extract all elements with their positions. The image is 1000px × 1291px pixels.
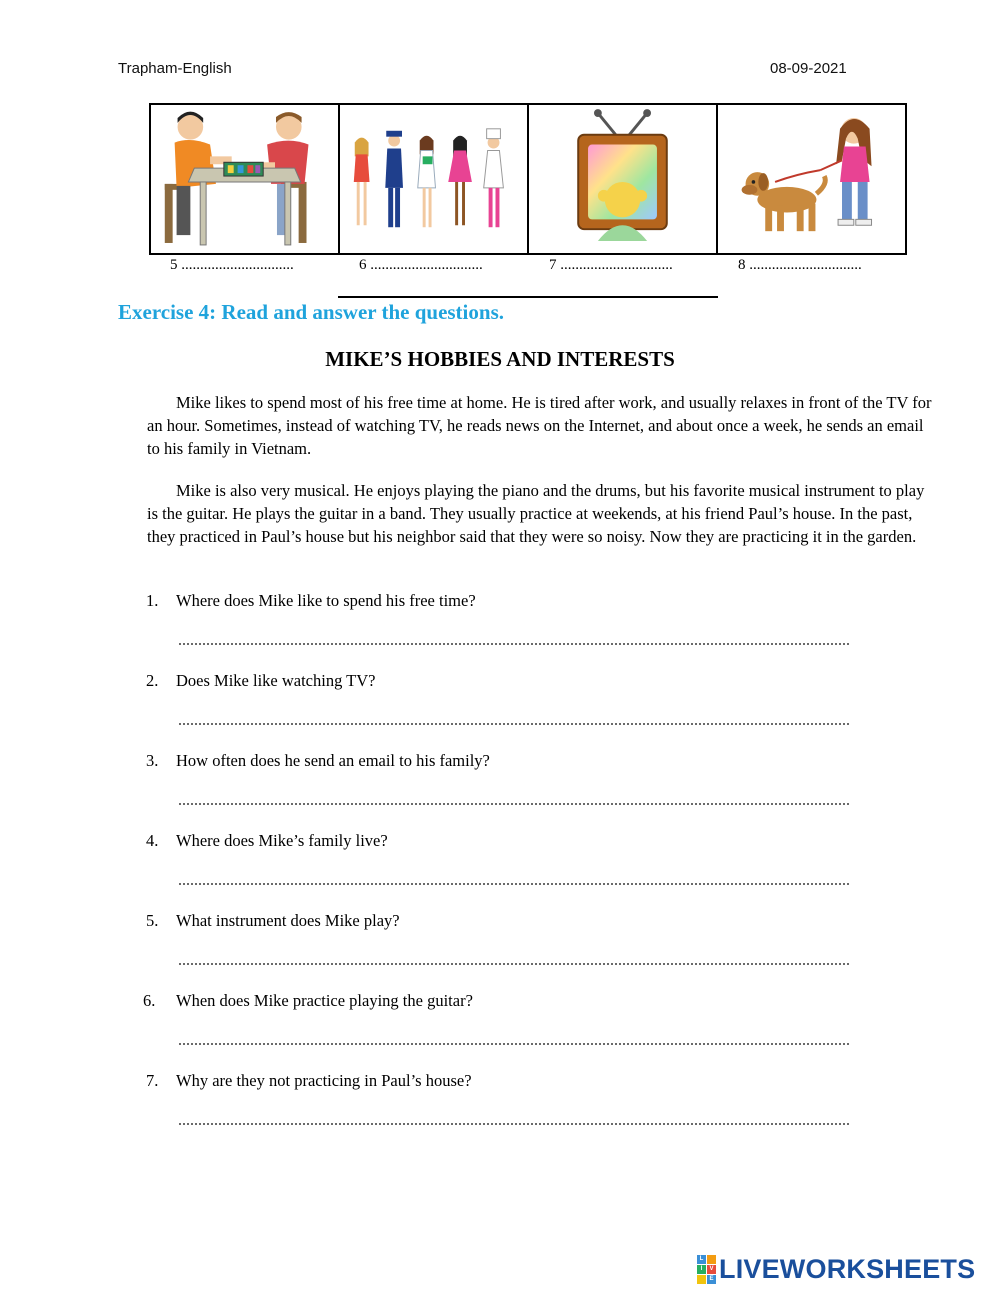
logo-blocks-icon: L I V E [697,1255,716,1284]
picture-board-game [151,105,340,253]
question-number-1: 1. [146,591,159,610]
answer-line-7[interactable] [178,1123,850,1125]
liveworksheets-logo [697,1254,975,1285]
picture-label-5: 5 .............................. [170,257,294,273]
board-game-icon [151,105,338,253]
dolls-icon [340,105,527,253]
question-number-5: 5. [146,911,159,930]
question-text-4: Where does Mike’s family live? [176,831,388,850]
answer-line-2[interactable] [178,723,850,725]
picture-label-8: 8 .............................. [738,257,862,273]
question-text-1: Where does Mike like to spend his free time? [176,591,476,610]
walking-dog-icon [718,105,905,253]
header-date: 08-09-2021 [770,60,847,77]
question-text-7: Why are they not practicing in Paul’s house? [176,1071,472,1090]
logo-text: LIVEWORKSHEETS [719,1254,976,1284]
question-text-6: When does Mike practice playing the guitar? [176,991,473,1010]
answer-line-1[interactable] [178,643,850,645]
question-number-6: 6. [143,991,156,1010]
divider-line [338,296,718,298]
watching-tv-icon [529,105,716,253]
question-number-4: 4. [146,831,159,850]
picture-label-6: 6 .............................. [359,257,483,273]
header-left-text: Trapham-English [118,60,232,77]
answer-line-3[interactable] [178,803,850,805]
answer-line-6[interactable] [178,1043,850,1045]
picture-table [149,103,907,255]
question-number-2: 2. [146,671,159,690]
question-text-2: Does Mike like watching TV? [176,671,376,690]
answer-line-5[interactable] [178,963,850,965]
story-paragraph-2: Mike is also very musical. He enjoys playing the piano and the drums, but his favorite musical instrument to play is the guitar. He plays the guitar in a band. They usually practice at weekends, at his friend Paul’s house. In the past, they practiced in Paul’s house but his neighbor said that they were so noisy. Now they are practicing it in the garden. [147,481,925,546]
picture-watching-tv [529,105,718,253]
picture-walking-dog [718,105,905,253]
question-number-3: 3. [146,751,159,770]
story-paragraph-1: Mike likes to spend most of his free time at home. He is tired after work, and usually relaxes in front of the TV for an hour. Sometimes, instead of watching TV, he reads news on the Internet, and about once a week, he sends an email to his family in Vietnam. [147,393,932,458]
picture-label-7: 7 .............................. [549,257,673,273]
exercise-title: Exercise 4: Read and answer the questions. [118,300,504,324]
answer-line-4[interactable] [178,883,850,885]
picture-dolls [340,105,529,253]
question-text-5: What instrument does Mike play? [176,911,400,930]
story-title: MIKE’S HOBBIES AND INTERESTS [325,347,675,371]
question-text-3: How often does he send an email to his family? [176,751,490,770]
question-number-7: 7. [146,1071,159,1090]
